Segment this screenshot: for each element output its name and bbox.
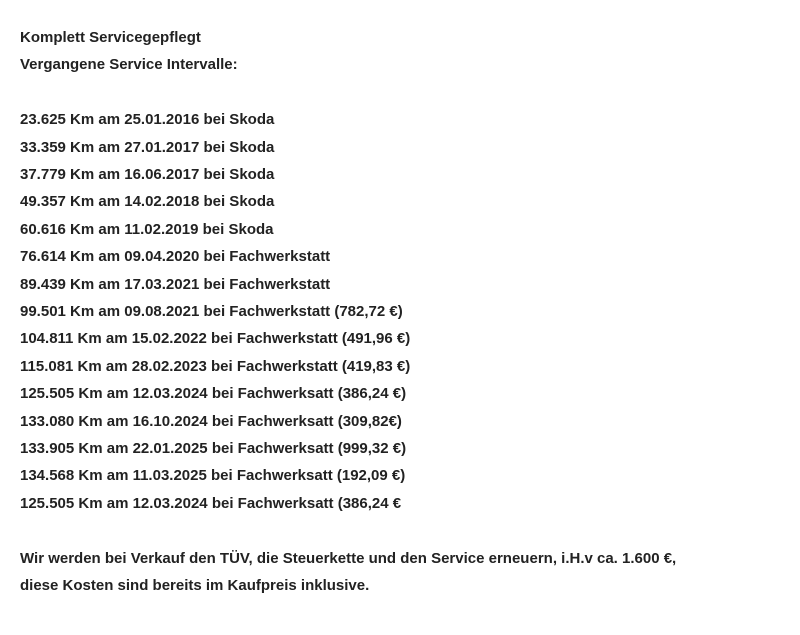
spacer xyxy=(20,79,800,106)
service-entry: 89.439 Km am 17.03.2021 bei Fachwerkstatt xyxy=(20,275,331,293)
service-entry: 133.905 Km am 22.01.2025 bei Fachwerksatt (999,32 €) xyxy=(20,440,407,458)
service-entry: 104.811 Km am 15.02.2022 bei Fachwerkstatt (491,96 €) xyxy=(20,330,411,348)
service-entry: 99.501 Km am 09.08.2021 bei Fachwerkstatt (782,72 €) xyxy=(20,303,403,321)
footer-note-line-1: Wir werden bei Verkauf den TÜV, die Steuerkette und den Service erneuern, i.H.v ca. 1.600 €, xyxy=(20,549,677,567)
footer-note-line-2: diese Kosten sind bereits im Kaufpreis inklusive. xyxy=(20,577,370,595)
service-entry: 23.625 Km am 25.01.2016 bei Skoda xyxy=(20,111,275,129)
service-entry: 134.568 Km am 11.03.2025 bei Fachwerksatt (192,09 €) xyxy=(20,467,406,485)
service-entry: 33.359 Km am 27.01.2017 bei Skoda xyxy=(20,138,275,156)
heading-serviced: Komplett Servicegepflegt xyxy=(20,29,201,46)
service-entry: 133.080 Km am 16.10.2024 bei Fachwerksatt (309,82€) xyxy=(20,412,402,430)
service-history-list xyxy=(20,106,800,517)
service-entry: 76.614 Km am 09.04.2020 bei Fachwerkstatt xyxy=(20,248,331,266)
service-entry: 115.081 Km am 28.02.2023 bei Fachwerkstatt (419,83 €) xyxy=(20,357,411,375)
service-entry: 49.357 Km am 14.02.2018 bei Skoda xyxy=(20,193,275,211)
service-entry: 125.505 Km am 12.03.2024 bei Fachwerksatt (386,24 € xyxy=(20,494,402,512)
service-entry: 37.779 Km am 16.06.2017 bei Skoda xyxy=(20,166,275,184)
heading-service-intervals: Vergangene Service Intervalle: xyxy=(20,56,238,74)
service-entry: 60.616 Km am 11.02.2019 bei Skoda xyxy=(20,220,274,238)
service-entry: 125.505 Km am 12.03.2024 bei Fachwerksatt (386,24 €) xyxy=(20,385,407,403)
spacer xyxy=(20,517,800,544)
